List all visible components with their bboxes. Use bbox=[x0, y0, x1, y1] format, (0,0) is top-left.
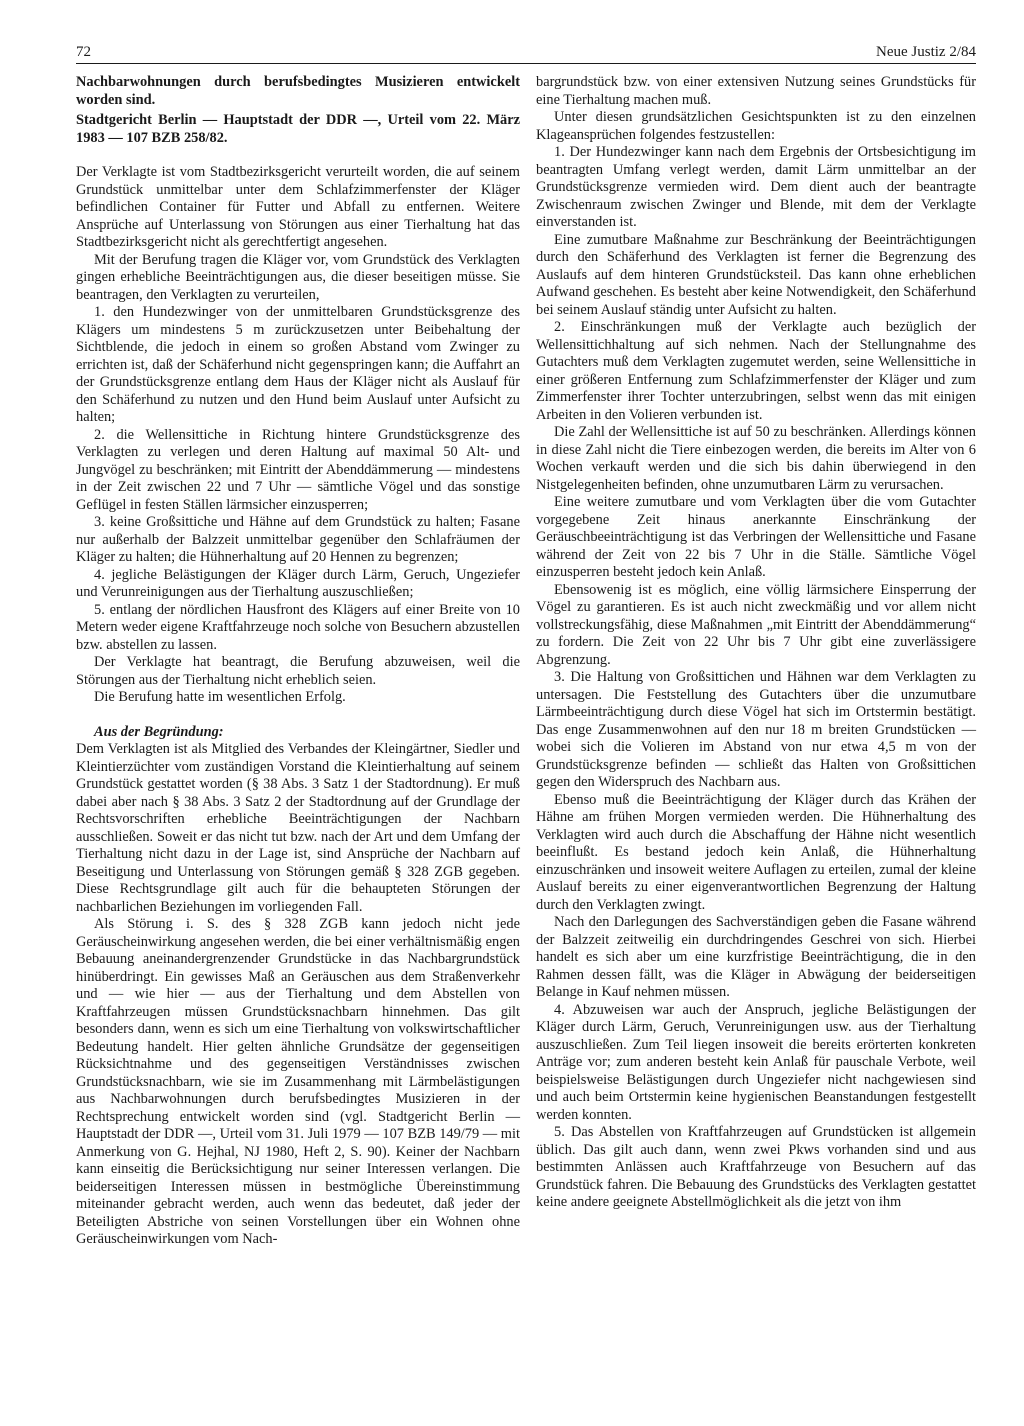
paragraph: 3. Die Haltung von Großsittichen und Hähnen war dem Verklagten zu untersagen. Die Feststellung des Gutachters über die unzumutbare Lärmbeeinträchtigung durch diese Vögel hat sich im Ortstermin bestätigt. Das enge Zusammenwohnen auf den nur 18 m breiten Grundstücken — wobei sich die Volieren im Abstand von nur etwa 4,5 m von der Grundstücksgrenze befinden — schließt das Halten von Großsittichen gegen den Widerspruch des Nachbarn aus. bbox=[536, 669, 976, 790]
article-title: Nachbarwohnungen durch berufsbedingtes Musizieren entwickelt worden sind. bbox=[76, 74, 520, 108]
paragraph: 4. Abzuweisen war auch der Anspruch, jegliche Belästigungen der Kläger durch Lärm, Geruch, Verunreinigungen usw. aus der Tierhaltung auszuschließen. Zum Teil liegen insoweit die bereits erörterten konkreten Anträge vor; zum anderen besteht kein Anlaß für pauschale Verbote, weil beispielsweise Belästigungen durch Ungeziefer nicht nachgewiesen sind und auch beim Ortstermin keine hygienischen Beanstandungen festgestellt werden konnten. bbox=[536, 1001, 976, 1123]
page-number: 72 bbox=[76, 44, 91, 60]
paragraph: Mit der Berufung tragen die Kläger vor, vom Grundstück des Verklagten gingen erhebliche Beeinträchtigungen aus, die dieser beseitigen müsse. Sie beantragen, den Verklagten zu verurteilen, bbox=[76, 251, 520, 303]
paragraph: bargrundstück bzw. von einer extensiven Nutzung seines Grundstücks für eine Tierhaltung machen muß. bbox=[536, 74, 976, 108]
paragraph: Die Berufung hatte im wesentlichen Erfolg. bbox=[94, 689, 346, 705]
claim-item: 1. den Hundezwinger von der unmittelbaren Grundstücksgrenze des Klägers um mindestens 5 m zurückzusetzen unter Beibehaltung der Sichtblende, die jedoch in einem so großen Abstand vom Zwinger zu errichten ist, daß der Schäferhund nicht gegenspringen kann; die Auffahrt an der Grundstücksgrenze entlang dem Haus der Kläger nicht als Auslauf für den Schäferhund zu nutzen und den Hund beim Auslauf unter Aufsicht zu halten; bbox=[76, 304, 520, 425]
claim-item: 5. entlang der nördlichen Hausfront des Klägers auf einer Breite von 10 Metern weder eigene Kraftfahrzeuge noch solche von Besuchern abzustellen bzw. abstellen zu lassen. bbox=[76, 601, 520, 653]
paragraph: Unter diesen grundsätzlichen Gesichtspunkten ist zu den einzelnen Klageansprüchen folgendes festzustellen: bbox=[536, 109, 976, 143]
paragraph: Nach den Darlegungen des Sachverständigen geben die Fasane während der Balzzeit zeitweilig ein durchdringendes Geschrei von sich. Hierbei handelt es sich aber um eine kurzfristige Beeinträchtigung, die in den Rahmen dessen fällt, was die Kläger in Abwägung der beiderseitigen Belange in Kauf nehmen müssen. bbox=[536, 914, 976, 1000]
paragraph: Eine zumutbare Maßnahme zur Beschränkung der Beeinträchtigungen durch den Schäferhund des Verklagten ist ferner die Begrenzung des Auslaufs auf dem hinteren Grundstücksteil. Das kann ohne erheblichen Aufwand geschehen. Es besteht aber keine Notwendigkeit, den Schäferhund bei seinem Auslauf ständig unter Aufsicht zu halten. bbox=[536, 231, 976, 318]
claim-item: 3. keine Großsittiche und Hähne auf dem Grundstück zu halten; Fasane nur außerhalb der Balzzeit unmittelbar gegenüber den Schlafräumen der Kläger zu halten; die Hühnerhaltung auf 20 Hennen zu begrenzen; bbox=[76, 514, 520, 565]
spacer bbox=[76, 707, 520, 724]
paragraph: 2. Einschränkungen muß der Verklagte auch bezüglich der Wellensittichhaltung auf sich nehmen. Nach der Stellungnahme des Gutachters muß dem Verklagten zugemutet werden, seine Wellensittiche in einer größeren Entfernung zum Schlafzimmerfenster der Kläger und zum Zimmerfenster ihrer Tochter unterzubringen, selbst wenn das mit einigen Arbeiten in den Volieren verbunden ist. bbox=[536, 319, 976, 423]
paragraph: Dem Verklagten ist als Mitglied des Verbandes der Kleingärtner, Siedler und Kleintierzüchter vom zuständigen Vorstand die Kleintierhaltung auf seinem Grundstück gestattet worden (§ 38 Abs. 3 Satz 1 der Stadtordnung). Er muß dabei aber nach § 38 Abs. 3 Satz 2 der Stadtordnung auf der Grundlage der Rechtsvorschriften erhebliche Beeinträchtigungen der Nachbarn ausschließen. Soweit er das nicht tut bzw. nach der Art und dem Umfang der Tierhaltung nicht dazu in der Lage ist, sind Ansprüche der Nachbarn auf Beseitigung und Unterlassung von Störungen gemäß § 328 ZGB gegeben. Diese Rechtsgrundlage gilt auch für die behaupteten Störungen der nachbarlichen Beziehungen im vorliegenden Fall. bbox=[76, 741, 520, 915]
left-column bbox=[76, 74, 520, 1249]
paragraph: 5. Das Abstellen von Kraftfahrzeugen auf Grundstücken ist allgemein üblich. Das gilt auch dann, wenn zwei Pkws vorhanden sind und aus bestimmten Anlässen auch Kraftfahrzeuge von Besuchern auf das Grundstück fahren. Die Bebauung des Grundstücks des Verklagten gestattet keine andere geeignete Abstellmöglichkeit als die jetzt von ihm bbox=[536, 1124, 976, 1210]
paragraph: Eine weitere zumutbare und vom Verklagten über die vom Gutachter vorgegebene Zeit hinaus anerkannte Einschränkung der Geräuschbeeinträchtigung ist das Verbringen der Wellensittiche und Fasane während der Zeit von 22 bis 7 Uhr in die Ställe. Sämtliche Vögel einzusperren besteht jedoch kein Anlaß. bbox=[536, 494, 976, 580]
journal-issue: Neue Justiz 2/84 bbox=[876, 44, 976, 60]
paragraph: Ebensowenig ist es möglich, eine völlig lärmsichere Einsperrung der Vögel zu garantieren. Es ist auch nicht zweckmäßig und vor allem nicht vollstreckungsfähig, diese Maßnahmen „mit Eintritt der Abenddämmerung“ zu fordern. Die Zeit von 22 Uhr bis 7 Uhr gibt eine zuverlässigere Abgrenzung. bbox=[536, 581, 976, 668]
paragraph: 1. Der Hundezwinger kann nach dem Ergebnis der Ortsbesichtigung im beantragten Umfang verlegt werden, damit Lärm unmittelbar an der Grundstücksgrenze vermieden wird. Dem dient auch der beantragte Zwischenraum zwischen Zwinger und Blende, mit dem der Verklagte einverstanden ist. bbox=[536, 144, 976, 230]
header-rule bbox=[76, 63, 976, 64]
right-column bbox=[536, 74, 976, 1212]
paragraph: Als Störung i. S. des § 328 ZGB kann jedoch nicht jede Geräuscheinwirkung angesehen werden, die bei einer verhältnismäßig engen Bebauung aneinandergrenzender Grundstücke in das Nachbargrundstück hinüberdringt. Ein gewisses Maß an Geräuschen aus dem Straßenverkehr und — wie hier — aus der Tierhaltung und dem Abstellen von Kraftfahrzeugen müssen Grundstücksnachbarn hinnehmen. Das gilt besonders dann, wenn es sich um eine Tierhaltung von volkswirtschaftlicher Bedeutung handelt. Hier gelten ähnliche Grundsätze der gegenseitigen Rücksichtnahme und des gegenseitigen Verständnisses zwischen Grundstücksnachbarn, wie sie im Zusammenhang mit Lärmbelästigungen aus Nachbarwohnungen durch berufsbedingtes Musizieren in der Rechtsprechung entwickelt worden sind (vgl. Stadtgericht Berlin — Hauptstadt der DDR —, Urteil vom 31. Juli 1979 — 107 BZB 149/79 — mit Anmerkung von G. Hejhal, NJ 1980, Heft 2, S. 90). Keiner der Nachbarn kann einseitig die Berücksichtigung nur seiner Interessen verlangen. Die beiderseitigen Interessen müssen in bestmögliche Übereinstimmung miteinander gebracht werden, auch wenn das bedeutet, daß jeder der Beteiligten Abstriche von seinen Vorstellungen über ein Wohnen ohne Geräuscheinwirkungen vom Nach- bbox=[76, 916, 520, 1247]
paragraph: Der Verklagte ist vom Stadtbezirksgericht verurteilt worden, die auf seinem Grundstück unmittelbar unter dem Schlafzimmerfenster der Kläger befindlichen Container für Futter und Abfall zu entfernen. Weitere Ansprüche auf Unterlassung von Störungen aus einer Tierhaltung hat das Stadtbezirksgericht nicht als gerechtfertigt angesehen. bbox=[76, 164, 520, 250]
claim-item: 4. jegliche Belästigungen der Kläger durch Lärm, Geruch, Ungeziefer und Verunreinigungen aus der Tierhaltung auszuschließen; bbox=[76, 566, 520, 600]
claim-item: 2. die Wellensittiche in Richtung hintere Grundstücksgrenze des Verklagten zu verlegen und deren Haltung auf maximal 50 Alt- und Jungvögel zu beschränken; mit Eintritt der Abenddämmerung — mindestens in der Zeit zwischen 22 und 7 Uhr — sämtliche Vögel und das sonstige Geflügel in festen Ställen lärmsicher einzusperren; bbox=[76, 426, 520, 513]
spacer bbox=[76, 147, 520, 164]
paragraph: Ebenso muß die Beeinträchtigung der Kläger durch das Krähen der Hähne am frühen Morgen vermieden werden. Die Hühnerhaltung des Verklagten wird auch durch die Abschaffung der Hähne nicht wesentlich beeinflußt. Es bestand jedoch kein Anlaß, die Hühnerhaltung einzuschränken und insoweit weitere Auflagen zu erteilen, zumal der kleine Auslauf bereits zu einer eigenverantwortlichen Begrenzung der Haltung durch den Verklagten zwingt. bbox=[536, 791, 976, 913]
paragraph: Die Zahl der Wellensittiche ist auf 50 zu beschränken. Allerdings können in diese Zahl nicht die Tiere einbezogen werden, die bereits im Alter von 6 Wochen verkauft werden und die sich bis dahin überwiegend in den Nistgelegenheiten befinden, ohne unzumutbaren Lärm zu verursachen. bbox=[536, 424, 976, 493]
section-heading: Aus der Begründung: bbox=[94, 723, 224, 740]
court-citation: Stadtgericht Berlin — Hauptstadt der DDR —, Urteil vom 22. März 1983 — 107 BZB 258/82. bbox=[76, 112, 520, 146]
paragraph: Der Verklagte hat beantragt, die Berufung abzuweisen, weil die Störungen aus der Tierhaltung nicht erheblich seien. bbox=[76, 654, 520, 688]
